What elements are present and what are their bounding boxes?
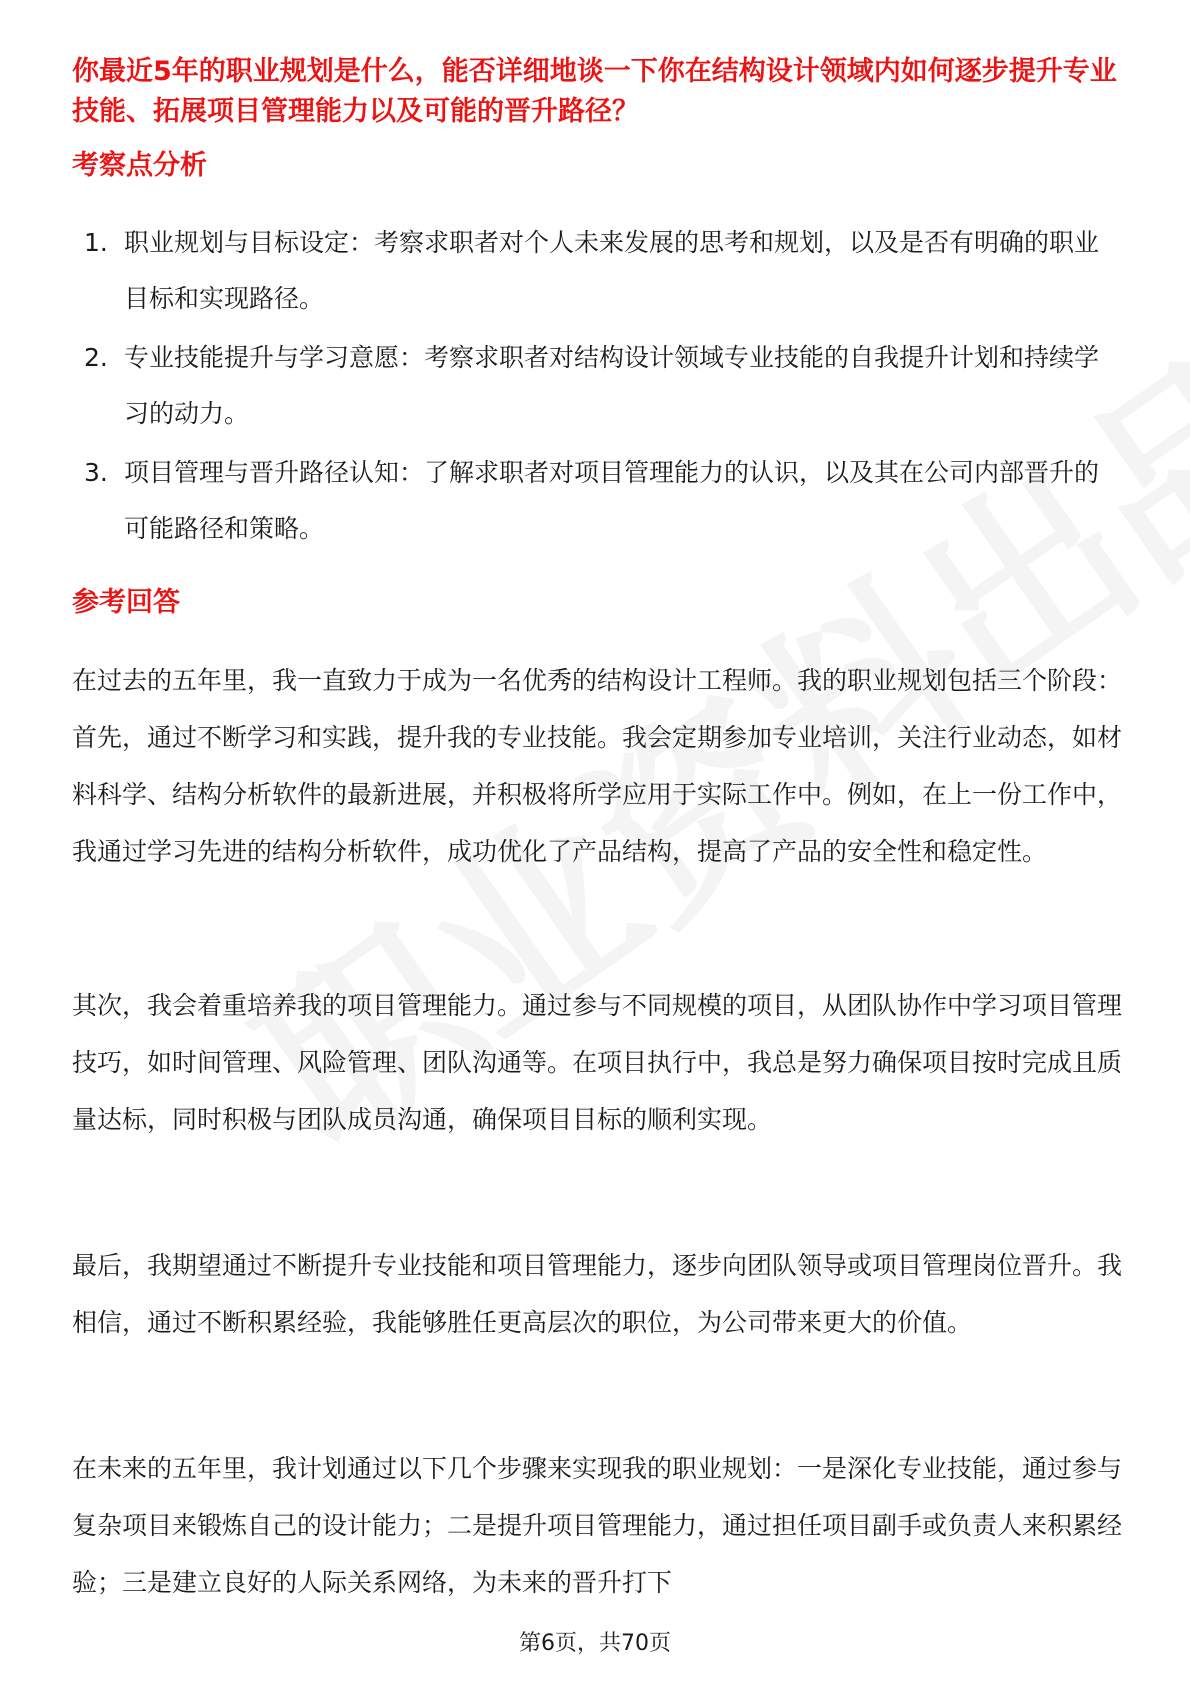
point-text: 专业技能提升与学习意愿：考察求职者对结构设计领域专业技能的自我提升计划和持续学习的动力。 [124, 343, 1100, 428]
analysis-points [72, 215, 1122, 560]
answer-paragraph: 最后，我期望通过不断提升专业技能和项目管理能力，逐步向团队领导或项目管理岗位晋升。我相信，通过不断积累经验，我能够胜任更高层次的职位，为公司带来更大的价值。 [72, 1251, 1123, 1337]
point-number: 3. [84, 458, 108, 487]
interview-question: 你最近5年的职业规划是什么，能否详细地谈一下你在结构设计领域内如何逐步提升专业技能、拓展项目管理能力以及可能的晋升路径？ [72, 56, 1117, 127]
point-text: 项目管理与晋升路径认知：了解求职者对项目管理能力的认识，以及其在公司内部晋升的可能路径和策略。 [124, 458, 1100, 543]
point-number: 2. [84, 343, 108, 372]
answer-paragraph: 在过去的五年里，我一直致力于成为一名优秀的结构设计工程师。我的职业规划包括三个阶段：首先，通过不断学习和实践，提升我的专业技能。我会定期参加专业培训，关注行业动态，如材料科学、结构分析软件的最新进展，并积极将所学应用于实际工作中。例如，在上一份工作中，我通过学习先进的结构分析软件，成功优化了产品结构，提高了产品的安全性和稳定性。 [72, 666, 1123, 866]
page-footer: 第6页，共70页 [519, 1631, 671, 1656]
answer-heading: 参考回答 [72, 587, 180, 618]
point-text: 职业规划与目标设定：考察求职者对个人未来发展的思考和规划，以及是否有明确的职业目标和实现路径。 [124, 228, 1100, 313]
answer-paragraph: 其次，我会着重培养我的项目管理能力。通过参与不同规模的项目，从团队协作中学习项目管理技巧，如时间管理、风险管理、团队沟通等。在项目执行中，我总是努力确保项目按时完成且质量达标，同时积极与团队成员沟通，确保项目目标的顺利实现。 [72, 991, 1123, 1134]
analysis-heading: 考察点分析 [72, 150, 207, 181]
point-number: 1. [84, 228, 108, 257]
analysis-point [72, 445, 1122, 557]
analysis-point [72, 215, 1122, 327]
answer-paragraph: 在未来的五年里，我计划通过以下几个步骤来实现我的职业规划：一是深化专业技能，通过参与复杂项目来锻炼自己的设计能力；二是提升项目管理能力，通过担任项目副手或负责人来积累经验；三是建立良好的人际关系网络，为未来的晋升打下 [72, 1454, 1123, 1597]
analysis-point [72, 330, 1122, 442]
